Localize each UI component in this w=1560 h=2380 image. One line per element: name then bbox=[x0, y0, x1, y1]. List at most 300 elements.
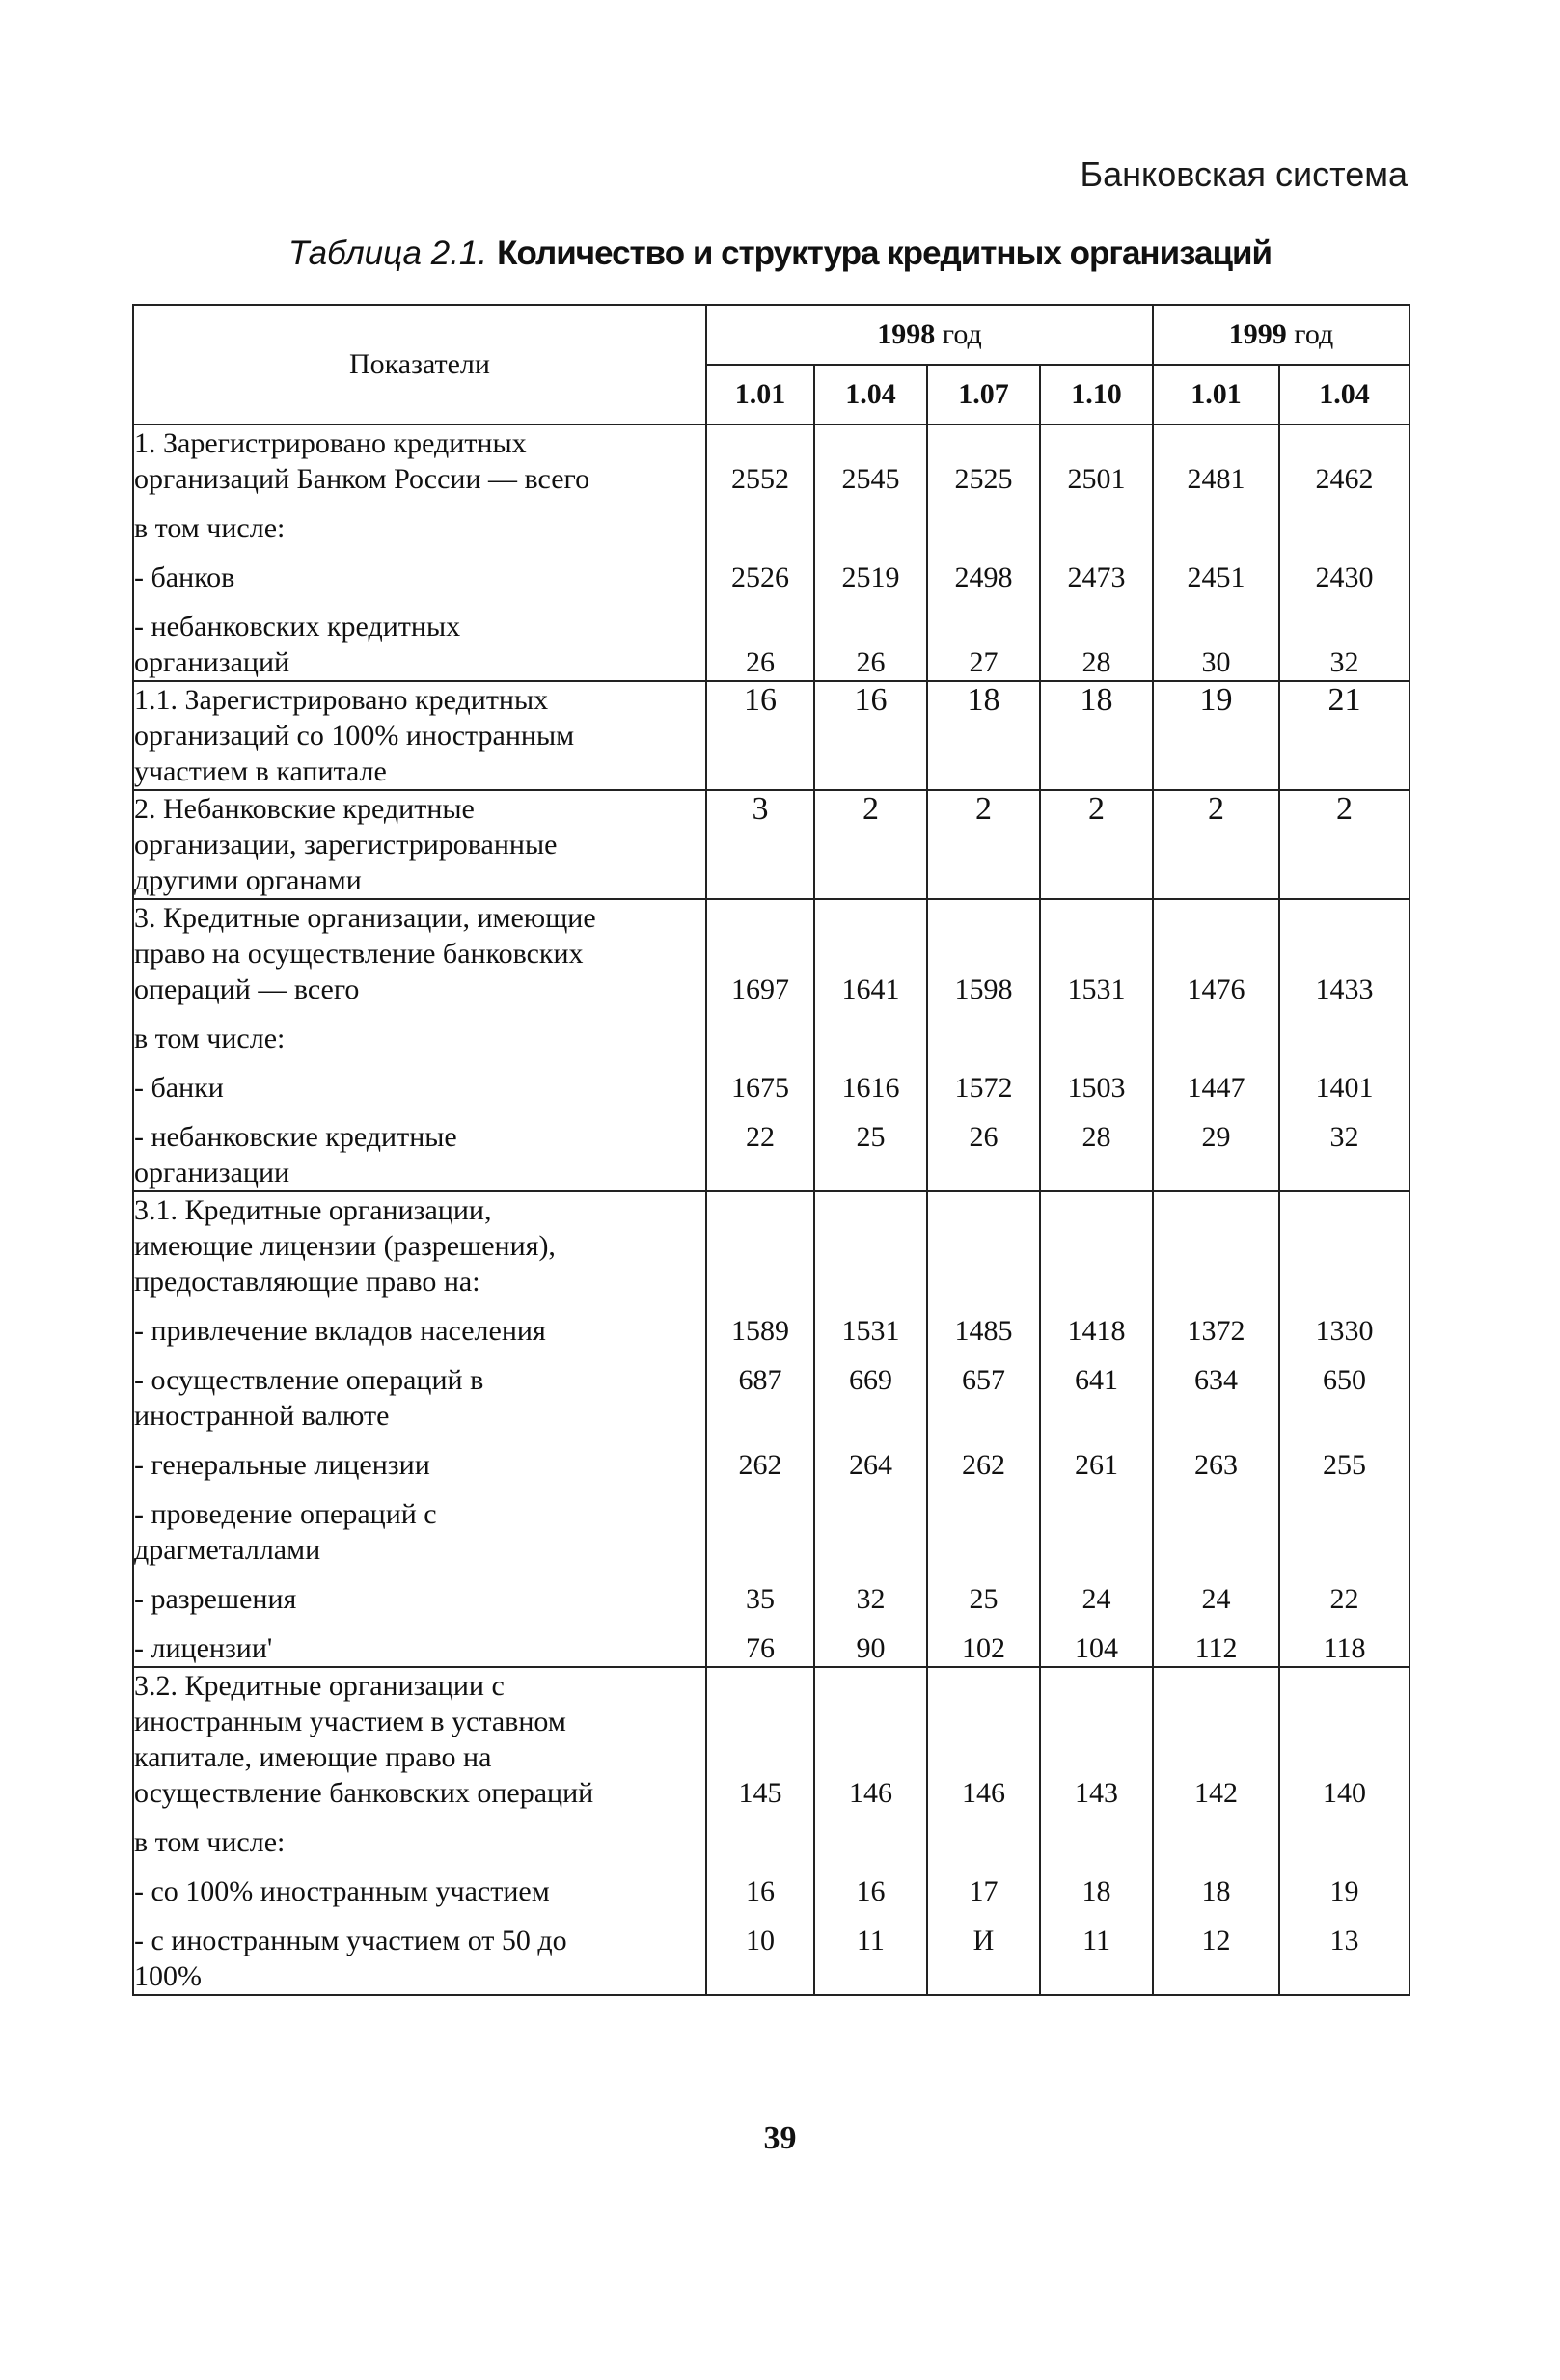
label-line: организаций bbox=[134, 646, 290, 678]
value bbox=[707, 1021, 813, 1056]
value bbox=[1041, 827, 1152, 862]
value: 2 bbox=[975, 791, 992, 827]
value: 1401 bbox=[1315, 1072, 1374, 1104]
label-line: иностранным участием в уставном bbox=[134, 1706, 566, 1737]
value: 2501 bbox=[1067, 463, 1126, 495]
value-cell bbox=[1153, 1191, 1279, 1667]
label-line: осуществление банковских операций bbox=[134, 1777, 594, 1809]
header-indicator: Показатели bbox=[133, 305, 706, 424]
row-label bbox=[133, 681, 706, 790]
value bbox=[1280, 1155, 1409, 1190]
value: 3 bbox=[752, 791, 769, 827]
value bbox=[1280, 1192, 1409, 1228]
value: 1572 bbox=[954, 1072, 1013, 1104]
table-title bbox=[0, 234, 1560, 273]
label-line: - лицензии' bbox=[134, 1632, 273, 1664]
value: 657 bbox=[962, 1364, 1005, 1396]
label-line: - со 100% иностранным участием bbox=[134, 1875, 550, 1907]
value: 669 bbox=[849, 1364, 892, 1396]
label-line: 3.1. Кредитные организации, bbox=[134, 1194, 492, 1226]
value: 16 bbox=[854, 682, 888, 718]
value bbox=[1154, 1958, 1278, 1994]
header-date: 1.04 bbox=[1279, 365, 1409, 424]
value bbox=[1154, 1155, 1278, 1190]
value bbox=[1154, 1704, 1278, 1739]
value: 25 bbox=[856, 1121, 886, 1153]
value: 22 bbox=[1329, 1583, 1359, 1615]
value: 118 bbox=[1323, 1632, 1366, 1664]
value: 2552 bbox=[731, 463, 789, 495]
value bbox=[1280, 1398, 1409, 1434]
value bbox=[928, 1398, 1039, 1434]
value bbox=[1280, 862, 1409, 898]
label-line: - генеральные лицензии bbox=[134, 1449, 430, 1481]
table-row bbox=[133, 899, 1409, 1191]
value bbox=[1154, 1021, 1278, 1056]
value bbox=[815, 1668, 926, 1704]
value-cell bbox=[814, 899, 927, 1191]
value-cell bbox=[814, 681, 927, 790]
value bbox=[1041, 753, 1152, 789]
value: 26 bbox=[856, 646, 886, 678]
value bbox=[1041, 1958, 1152, 1994]
label-line: право на осуществление банковских bbox=[134, 938, 584, 970]
value bbox=[1041, 510, 1152, 546]
value: 32 bbox=[856, 1583, 886, 1615]
value bbox=[928, 1958, 1039, 1994]
value: 2462 bbox=[1315, 463, 1374, 495]
row-label bbox=[133, 1191, 706, 1667]
value bbox=[815, 1155, 926, 1190]
value bbox=[815, 900, 926, 936]
value bbox=[1041, 1824, 1152, 1860]
value: 641 bbox=[1075, 1364, 1119, 1396]
value bbox=[1280, 1824, 1409, 1860]
value bbox=[1041, 862, 1152, 898]
value bbox=[1041, 1228, 1152, 1264]
value: 26 bbox=[746, 646, 775, 678]
value bbox=[1280, 1264, 1409, 1299]
value bbox=[1280, 718, 1409, 753]
value bbox=[815, 510, 926, 546]
value: 19 bbox=[1199, 682, 1233, 718]
label-line: организаций со 100% иностранным bbox=[134, 720, 575, 752]
value bbox=[928, 1704, 1039, 1739]
value: 2 bbox=[1336, 791, 1354, 827]
header-year-1999: 1999 год bbox=[1153, 305, 1409, 365]
value: 112 bbox=[1194, 1632, 1238, 1664]
value-cell bbox=[1153, 899, 1279, 1191]
value bbox=[1280, 609, 1409, 644]
value: 650 bbox=[1323, 1364, 1367, 1396]
value bbox=[1280, 425, 1409, 461]
value-cell bbox=[706, 1191, 814, 1667]
value bbox=[707, 1264, 813, 1299]
value: 26 bbox=[969, 1121, 999, 1153]
value-cell bbox=[1153, 424, 1279, 681]
value bbox=[1154, 1532, 1278, 1568]
value bbox=[928, 900, 1039, 936]
row-label bbox=[133, 790, 706, 899]
value bbox=[707, 1155, 813, 1190]
label-line: 2. Небанковские кредитные bbox=[134, 793, 475, 825]
table-row bbox=[133, 1191, 1409, 1667]
label-line: организаций Банком России — всего bbox=[134, 463, 590, 495]
value bbox=[815, 1496, 926, 1532]
value bbox=[1280, 1532, 1409, 1568]
value: 2498 bbox=[954, 561, 1013, 593]
value bbox=[1041, 1496, 1152, 1532]
value-cell bbox=[706, 1667, 814, 1995]
value bbox=[1154, 1228, 1278, 1264]
value: 2545 bbox=[841, 463, 900, 495]
value: 1330 bbox=[1315, 1315, 1374, 1347]
value-cell bbox=[814, 1191, 927, 1667]
value: 1485 bbox=[954, 1315, 1013, 1347]
value: 18 bbox=[967, 682, 1000, 718]
value bbox=[707, 425, 813, 461]
value: 13 bbox=[1329, 1925, 1359, 1956]
label-line: организации bbox=[134, 1157, 290, 1189]
value-cell bbox=[706, 424, 814, 681]
value: 16 bbox=[746, 1875, 775, 1907]
value-cell bbox=[1279, 424, 1409, 681]
value: 2481 bbox=[1187, 463, 1245, 495]
value bbox=[1041, 1398, 1152, 1434]
value bbox=[707, 1739, 813, 1775]
value bbox=[928, 510, 1039, 546]
value bbox=[1280, 753, 1409, 789]
value bbox=[815, 1824, 926, 1860]
value-cell bbox=[814, 424, 927, 681]
value bbox=[928, 1532, 1039, 1568]
value bbox=[707, 510, 813, 546]
table-title-text: Количество и структура кредитных организаций bbox=[497, 234, 1273, 272]
value bbox=[928, 1021, 1039, 1056]
value: 21 bbox=[1327, 682, 1361, 718]
value: 143 bbox=[1075, 1777, 1119, 1809]
value-cell bbox=[927, 1667, 1040, 1995]
header-date: 1.07 bbox=[927, 365, 1040, 424]
value-cell bbox=[927, 424, 1040, 681]
value bbox=[928, 718, 1039, 753]
value: 11 bbox=[1082, 1925, 1110, 1956]
table-caption: Таблица 2.1. bbox=[287, 234, 488, 272]
value bbox=[928, 936, 1039, 971]
value-cell bbox=[1040, 1191, 1153, 1667]
value: 2 bbox=[1088, 791, 1106, 827]
header-date: 1.10 bbox=[1040, 365, 1153, 424]
value: 76 bbox=[746, 1632, 775, 1664]
value bbox=[815, 718, 926, 753]
value: 1433 bbox=[1315, 973, 1374, 1005]
running-head: Банковская система bbox=[1080, 154, 1408, 194]
value: 12 bbox=[1201, 1925, 1231, 1956]
label-line: имеющие лицензии (разрешения), bbox=[134, 1230, 556, 1262]
value bbox=[1041, 425, 1152, 461]
value bbox=[707, 862, 813, 898]
value-cell bbox=[1153, 1667, 1279, 1995]
value bbox=[928, 827, 1039, 862]
value: 634 bbox=[1194, 1364, 1239, 1396]
value bbox=[815, 1228, 926, 1264]
value: 1372 bbox=[1187, 1315, 1245, 1347]
value bbox=[707, 1398, 813, 1434]
value bbox=[1154, 1739, 1278, 1775]
value bbox=[1154, 1668, 1278, 1704]
value bbox=[707, 1192, 813, 1228]
value bbox=[928, 753, 1039, 789]
value: 2 bbox=[1208, 791, 1225, 827]
value bbox=[928, 1824, 1039, 1860]
value: 18 bbox=[1081, 1875, 1111, 1907]
value: 24 bbox=[1201, 1583, 1231, 1615]
label-line: - банки bbox=[134, 1072, 224, 1104]
value bbox=[1280, 1739, 1409, 1775]
value: 2526 bbox=[731, 561, 789, 593]
value bbox=[707, 1496, 813, 1532]
value: 1531 bbox=[841, 1315, 900, 1347]
table-row bbox=[133, 424, 1409, 681]
value bbox=[707, 1228, 813, 1264]
label-line: иностранной валюте bbox=[134, 1400, 390, 1432]
value: 142 bbox=[1194, 1777, 1239, 1809]
value bbox=[815, 1264, 926, 1299]
value bbox=[815, 1398, 926, 1434]
value bbox=[1154, 936, 1278, 971]
label-line: - проведение операций с bbox=[134, 1498, 437, 1530]
value bbox=[1041, 609, 1152, 644]
label-line: 1.1. Зарегистрировано кредитных bbox=[134, 684, 549, 716]
value: 1476 bbox=[1187, 973, 1245, 1005]
value-cell bbox=[927, 790, 1040, 899]
value bbox=[815, 753, 926, 789]
value: 146 bbox=[962, 1777, 1005, 1809]
value: 29 bbox=[1201, 1121, 1231, 1153]
value bbox=[1280, 510, 1409, 546]
value: 25 bbox=[969, 1583, 999, 1615]
label-line: 1. Зарегистрировано кредитных bbox=[134, 427, 527, 459]
value bbox=[928, 1155, 1039, 1190]
row-label bbox=[133, 899, 706, 1191]
label-line: - небанковские кредитные bbox=[134, 1121, 457, 1153]
value: 140 bbox=[1323, 1777, 1367, 1809]
value: 1531 bbox=[1067, 973, 1126, 1005]
value bbox=[1280, 1668, 1409, 1704]
value bbox=[1154, 1264, 1278, 1299]
value bbox=[1154, 1398, 1278, 1434]
value bbox=[928, 1228, 1039, 1264]
value bbox=[1041, 1739, 1152, 1775]
value bbox=[1041, 718, 1152, 753]
value: 90 bbox=[856, 1632, 886, 1664]
value bbox=[1280, 1021, 1409, 1056]
value bbox=[815, 862, 926, 898]
value bbox=[1280, 827, 1409, 862]
value bbox=[1280, 1958, 1409, 1994]
header-date: 1.01 bbox=[1153, 365, 1279, 424]
value: 18 bbox=[1080, 682, 1113, 718]
value bbox=[1154, 609, 1278, 644]
value bbox=[928, 1264, 1039, 1299]
value bbox=[928, 1496, 1039, 1532]
value: 2451 bbox=[1187, 561, 1245, 593]
value: 2430 bbox=[1315, 561, 1374, 593]
value: 1641 bbox=[841, 973, 900, 1005]
value-cell bbox=[1279, 681, 1409, 790]
label-line: - осуществление операций в bbox=[134, 1364, 484, 1396]
table-row bbox=[133, 681, 1409, 790]
label-line: - небанковских кредитных bbox=[134, 611, 461, 643]
value bbox=[815, 1192, 926, 1228]
value: 32 bbox=[1329, 646, 1359, 678]
value: 17 bbox=[969, 1875, 999, 1907]
label-line: - с иностранным участием от 50 до bbox=[134, 1925, 567, 1956]
label-line: - банков bbox=[134, 561, 235, 593]
label-line: другими органами bbox=[134, 864, 362, 896]
value: 1418 bbox=[1067, 1315, 1126, 1347]
value: 35 bbox=[746, 1583, 775, 1615]
value: 28 bbox=[1081, 1121, 1111, 1153]
label-line: 100% bbox=[134, 1960, 202, 1992]
value-cell bbox=[927, 681, 1040, 790]
header-year-1998: 1998 год bbox=[706, 305, 1153, 365]
value bbox=[1154, 718, 1278, 753]
value bbox=[1280, 900, 1409, 936]
label-line: предоставляющие право на: bbox=[134, 1266, 480, 1298]
value bbox=[928, 862, 1039, 898]
credit-organizations-table bbox=[132, 304, 1410, 1996]
value bbox=[815, 936, 926, 971]
value-cell bbox=[927, 1191, 1040, 1667]
value: 2473 bbox=[1067, 561, 1126, 593]
value bbox=[815, 609, 926, 644]
value-cell bbox=[1040, 899, 1153, 1191]
value-cell bbox=[1040, 790, 1153, 899]
value bbox=[1154, 425, 1278, 461]
value: 1589 bbox=[731, 1315, 789, 1347]
value: 16 bbox=[856, 1875, 886, 1907]
value-cell bbox=[1279, 1191, 1409, 1667]
label-line: 3. Кредитные организации, имеющие bbox=[134, 902, 596, 934]
value bbox=[815, 827, 926, 862]
value: И bbox=[972, 1925, 995, 1956]
value bbox=[1280, 1704, 1409, 1739]
value: 10 bbox=[746, 1925, 775, 1956]
value: 27 bbox=[969, 646, 999, 678]
value bbox=[707, 609, 813, 644]
value: 32 bbox=[1329, 1121, 1359, 1153]
value-cell bbox=[706, 681, 814, 790]
value bbox=[815, 1532, 926, 1568]
label-line: - разрешения bbox=[134, 1583, 297, 1615]
value: 261 bbox=[1075, 1449, 1119, 1481]
value bbox=[707, 1704, 813, 1739]
value bbox=[707, 1958, 813, 1994]
label-line: операций — всего bbox=[134, 973, 360, 1005]
value-cell bbox=[1153, 790, 1279, 899]
page-number: 39 bbox=[763, 2120, 797, 2156]
value bbox=[1280, 936, 1409, 971]
value-cell bbox=[706, 899, 814, 1191]
value: 1447 bbox=[1187, 1072, 1245, 1104]
value bbox=[815, 1704, 926, 1739]
value bbox=[707, 827, 813, 862]
value bbox=[1280, 1496, 1409, 1532]
value bbox=[815, 1021, 926, 1056]
value: 19 bbox=[1329, 1875, 1359, 1907]
value-cell bbox=[1040, 424, 1153, 681]
value-cell bbox=[814, 790, 927, 899]
label-line: в том числе: bbox=[134, 1023, 286, 1054]
row-label bbox=[133, 424, 706, 681]
value-cell bbox=[927, 899, 1040, 1191]
value bbox=[707, 753, 813, 789]
value bbox=[707, 900, 813, 936]
value-cell bbox=[1279, 899, 1409, 1191]
value: 104 bbox=[1075, 1632, 1119, 1664]
label-line: 3.2. Кредитные организации с bbox=[134, 1670, 505, 1702]
value bbox=[1154, 1192, 1278, 1228]
table-body bbox=[133, 424, 1409, 1995]
value bbox=[707, 936, 813, 971]
value bbox=[1154, 510, 1278, 546]
value bbox=[1041, 1668, 1152, 1704]
table-row bbox=[133, 1667, 1409, 1995]
value bbox=[1154, 1496, 1278, 1532]
value bbox=[1154, 827, 1278, 862]
value: 102 bbox=[962, 1632, 1005, 1664]
value bbox=[928, 1192, 1039, 1228]
value: 16 bbox=[744, 682, 777, 718]
label-line: в том числе: bbox=[134, 1826, 286, 1858]
value: 24 bbox=[1081, 1583, 1111, 1615]
value-cell bbox=[1040, 1667, 1153, 1995]
value bbox=[707, 1824, 813, 1860]
value-cell bbox=[814, 1667, 927, 1995]
value bbox=[1041, 1155, 1152, 1190]
label-line: капитале, имеющие право на bbox=[134, 1741, 492, 1773]
value: 263 bbox=[1194, 1449, 1239, 1481]
value bbox=[815, 425, 926, 461]
value bbox=[1041, 1021, 1152, 1056]
label-line: в том числе: bbox=[134, 512, 286, 544]
value: 22 bbox=[746, 1121, 775, 1153]
value bbox=[928, 1739, 1039, 1775]
value bbox=[1154, 900, 1278, 936]
label-line: драгметаллами bbox=[134, 1534, 321, 1566]
value: 1598 bbox=[954, 973, 1013, 1005]
value bbox=[1154, 753, 1278, 789]
value: 30 bbox=[1201, 646, 1231, 678]
value: 687 bbox=[738, 1364, 782, 1396]
value bbox=[928, 609, 1039, 644]
value bbox=[1154, 1824, 1278, 1860]
value: 262 bbox=[738, 1449, 782, 1481]
value-cell bbox=[1040, 681, 1153, 790]
value: 255 bbox=[1323, 1449, 1367, 1481]
value: 145 bbox=[738, 1777, 782, 1809]
value: 1675 bbox=[731, 1072, 789, 1104]
value: 1503 bbox=[1067, 1072, 1126, 1104]
value: 28 bbox=[1081, 646, 1111, 678]
row-label bbox=[133, 1667, 706, 1995]
value bbox=[1041, 1532, 1152, 1568]
value: 146 bbox=[849, 1777, 892, 1809]
value: 1697 bbox=[731, 973, 789, 1005]
label-line: - привлечение вкладов населения bbox=[134, 1315, 546, 1347]
value bbox=[815, 1958, 926, 1994]
